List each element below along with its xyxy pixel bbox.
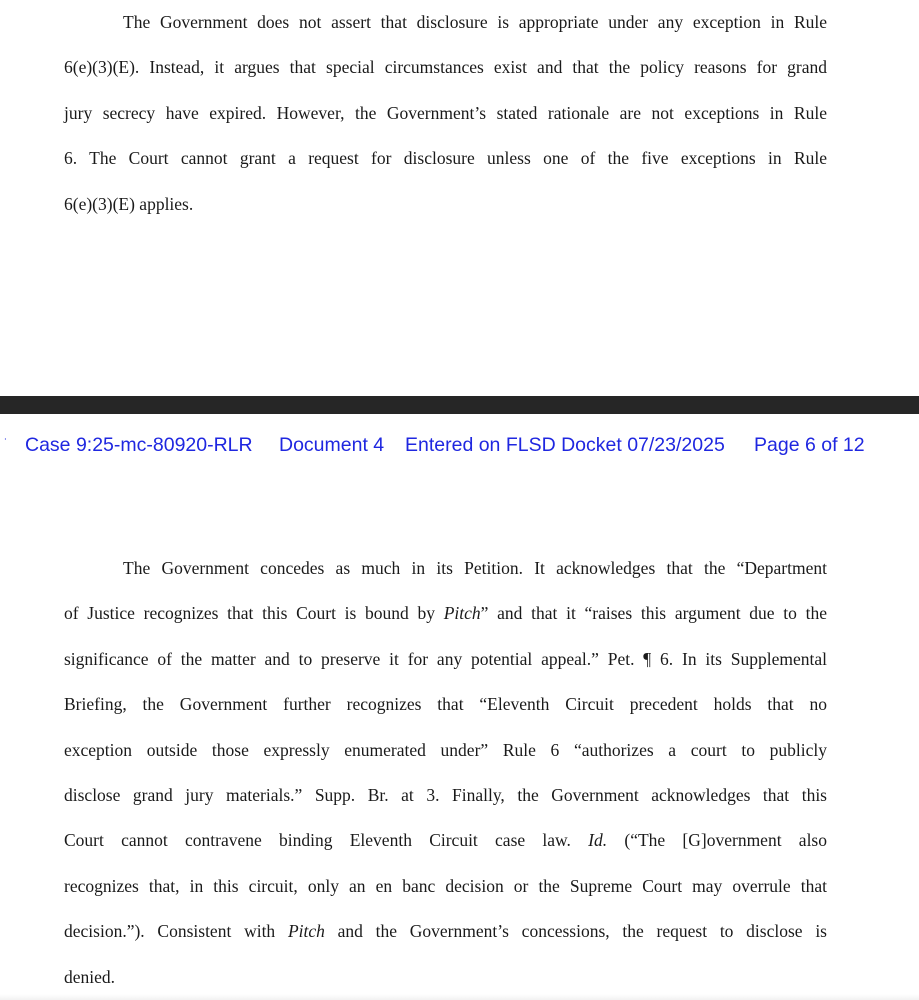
paragraph-rule-exceptions	[64, 0, 827, 227]
docket-entry-date: Entered on FLSD Docket 07/23/2025	[405, 434, 725, 456]
document-number: Document 4	[279, 434, 385, 456]
text-segment: of Justice recognizes that this Court is bound by	[64, 603, 444, 624]
text-line: exception outside those expressly enumerated under” Rule 6 “authorizes a court to publicly	[64, 739, 827, 760]
page-edge-shadow	[0, 994, 919, 1000]
paragraph-government-concedes	[64, 546, 827, 1000]
docket-header	[0, 432, 919, 460]
page-6-section	[0, 414, 919, 1000]
text-line: 6(e)(3)(E) applies.	[64, 193, 194, 214]
text-segment: Court cannot contravene binding Eleventh Circuit case law.	[64, 830, 589, 851]
case-number: Case 9:25-mc-80920-RLR	[25, 434, 253, 456]
text-line: The Government concedes as much in its Petition. It acknowledges that the “Department	[123, 558, 827, 578]
text-line: Briefing, the Government further recognizes that “Eleventh Circuit precedent holds that no	[64, 694, 827, 715]
text-line: disclose grand jury materials.” Supp. Br. at 3. Finally, the Government acknowledges that this	[64, 785, 827, 806]
text-line: denied.	[64, 966, 116, 987]
scan-mark: ˙	[4, 436, 8, 450]
text-line: recognizes that, in this circuit, only an en banc decision or the Supreme Court may overrule that	[64, 875, 827, 896]
text-line: significance of the matter and to preserve it for any potential appeal.” Pet. ¶ 6. In its Supplemental	[64, 648, 827, 669]
text-segment: decision.”). Consistent with	[64, 921, 288, 942]
text-line: jury secrecy have expired. However, the Government’s stated rationale are not exceptions in Rule	[64, 102, 827, 123]
id-citation-italic: Id.	[588, 830, 608, 851]
text-segment: (“The [G]overnment also	[607, 830, 827, 851]
page-5-bottom-section	[0, 0, 919, 396]
text-line	[64, 909, 827, 954]
text-line	[64, 818, 827, 863]
text-line: The Government does not assert that disclosure is appropriate under any exception in Rule	[123, 12, 827, 32]
page-number: Page 6 of 12	[754, 434, 865, 456]
text-line: 6. The Court cannot grant a request for disclosure unless one of the five exceptions in Rule	[64, 148, 827, 169]
text-segment: and the Government’s concessions, the request to disclose is	[324, 921, 827, 942]
page-break-divider	[0, 396, 919, 414]
case-citation-italic: Pitch	[287, 921, 325, 942]
case-citation-italic: Pitch	[443, 603, 481, 624]
text-segment: ” and that it “raises this argument due to the	[480, 603, 827, 624]
text-line: 6(e)(3)(E). Instead, it argues that special circumstances exist and that the policy reasons for grand	[64, 57, 827, 78]
text-line	[64, 591, 827, 636]
